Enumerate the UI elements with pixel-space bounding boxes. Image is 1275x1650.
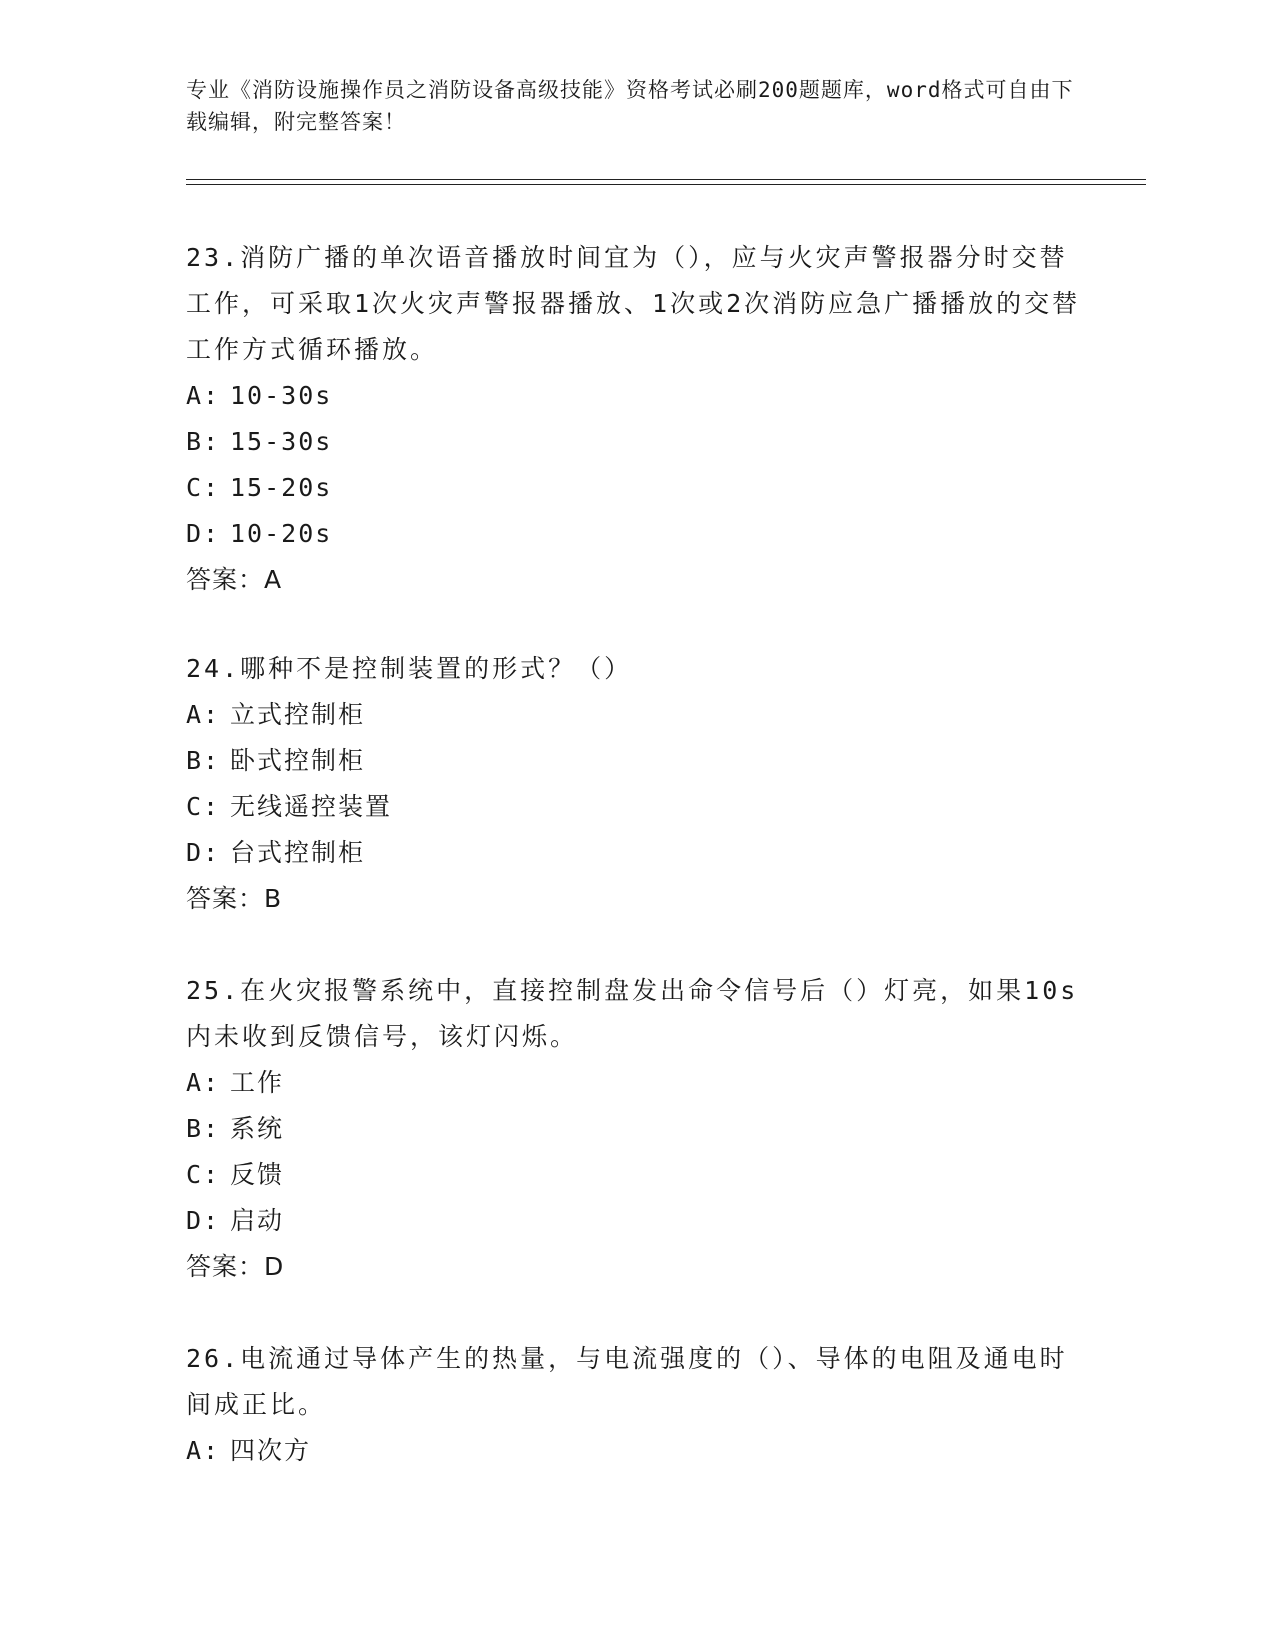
option-text: 10-20s — [230, 519, 333, 548]
option-text: 15-20s — [230, 473, 333, 502]
option-letter: C: — [186, 792, 221, 821]
option-a — [186, 373, 1086, 419]
option-letter: D: — [186, 519, 221, 548]
question-stem: 25.在火灾报警系统中，直接控制盘发出命令信号后（）灯亮，如果10s内未收到反馈信号，该灯闪烁。 — [186, 976, 1079, 1051]
option-d — [186, 830, 1086, 876]
option-text: 系统 — [230, 1114, 285, 1143]
option-text: 无线遥控装置 — [230, 792, 393, 821]
option-text: 台式控制柜 — [230, 838, 366, 867]
option-letter: B: — [186, 746, 221, 775]
option-text: 工作 — [230, 1068, 285, 1097]
option-a — [186, 1060, 1086, 1106]
option-text: 立式控制柜 — [230, 700, 366, 729]
question-stem: 24.哪种不是控制装置的形式？（） — [186, 654, 633, 683]
option-d — [186, 1198, 1086, 1244]
option-letter: C: — [186, 473, 221, 502]
question-26 — [186, 1336, 1086, 1474]
option-letter: A: — [186, 381, 221, 410]
option-letter: D: — [186, 838, 221, 867]
option-text: 启动 — [230, 1206, 285, 1235]
question-25 — [186, 968, 1086, 1290]
option-text: 10-30s — [230, 381, 333, 410]
option-text: 反馈 — [230, 1160, 285, 1189]
question-24 — [186, 646, 1086, 922]
option-letter: B: — [186, 1114, 221, 1143]
option-letter: A: — [186, 1436, 221, 1465]
option-c — [186, 784, 1086, 830]
option-c — [186, 465, 1086, 511]
option-letter: D: — [186, 1206, 221, 1235]
header-divider-bottom — [186, 184, 1146, 185]
answer-line: 答案：A — [186, 565, 283, 594]
option-a — [186, 692, 1086, 738]
option-letter: A: — [186, 700, 221, 729]
option-b — [186, 419, 1086, 465]
option-c — [186, 1152, 1086, 1198]
option-text: 15-30s — [230, 427, 333, 456]
option-letter: B: — [186, 427, 221, 456]
option-text: 四次方 — [230, 1436, 312, 1465]
question-stem: 23.消防广播的单次语音播放时间宜为（），应与火灾声警报器分时交替工作，可采取1次火灾声警报器播放、1次或2次消防应急广播播放的交替工作方式循环播放。 — [186, 243, 1081, 364]
answer-line: 答案：B — [186, 884, 283, 913]
option-d — [186, 511, 1086, 557]
document-header: 专业《消防设施操作员之消防设备高级技能》资格考试必刷200题题库，word格式可自由下载编辑，附完整答案！ — [186, 78, 1074, 134]
option-text: 卧式控制柜 — [230, 746, 366, 775]
option-letter: A: — [186, 1068, 221, 1097]
question-23 — [186, 235, 1086, 603]
option-letter: C: — [186, 1160, 221, 1189]
option-b — [186, 738, 1086, 784]
header-divider-top — [186, 179, 1146, 180]
question-stem: 26.电流通过导体产生的热量，与电流强度的（）、导体的电阻及通电时间成正比。 — [186, 1344, 1068, 1419]
option-b — [186, 1106, 1086, 1152]
option-a — [186, 1428, 1086, 1474]
answer-line: 答案：D — [186, 1252, 285, 1281]
